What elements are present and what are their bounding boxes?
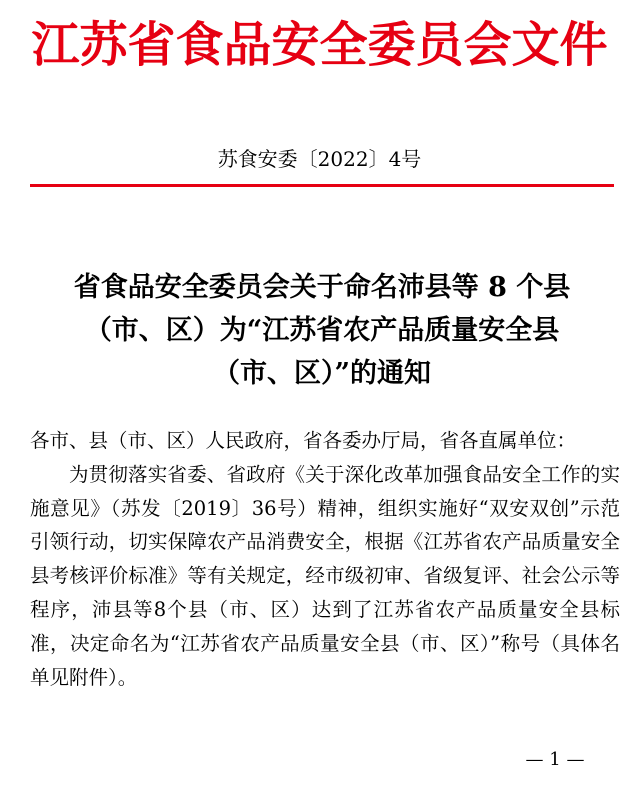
notice-body	[30, 424, 620, 694]
notice-title-line-3: （市、区）”的通知	[212, 358, 432, 389]
notice-title	[30, 266, 614, 395]
page-number: — 1 —	[525, 749, 585, 770]
document-number: 苏食安委〔2022〕4号	[217, 147, 422, 171]
red-divider-line	[30, 184, 614, 187]
body-paragraph: 为贯彻落实省委、省政府《关于深化改革加强食品安全工作的实施意见》（苏发〔2019〕36号）精神，组织实施好“双安双创”示范引领行动，切实保障农产品消费安全，根据《江苏省农产品质量安全县考核评价标准》等有关规定，经市级初审、省级复评、社会公示等程序，沛县等8个县（市、区）达到了江苏省农产品质量安全县标准，决定命名为“江苏省农产品质量安全县（市、区）”称号（具体名单见附件）。	[30, 462, 620, 689]
notice-title-line-1: 省食品安全委员会关于命名沛县等 8 个县	[73, 272, 571, 303]
document-header-title: 江苏省食品安全委员会文件	[31, 17, 608, 73]
notice-title-line-2: （市、区）为“江苏省农产品质量安全县	[84, 315, 560, 346]
salutation: 各市、县（市、区）人民政府，省各委办厅局，省各直属单位：	[30, 429, 577, 452]
